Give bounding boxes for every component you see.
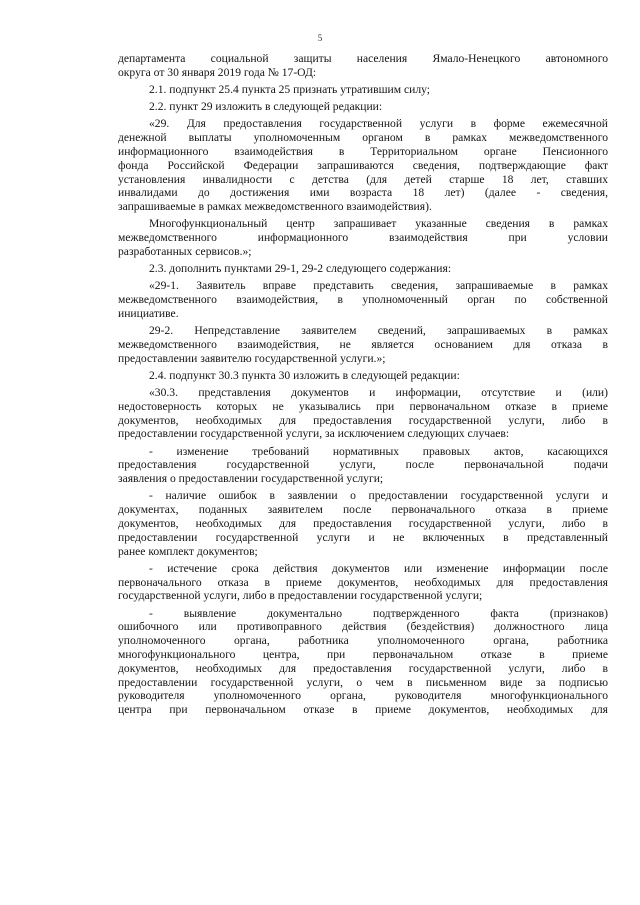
text-line: информационного взаимодействия в Территориальном органе Пенсионного — [118, 144, 608, 158]
paragraph — [118, 117, 608, 214]
text-line: инициативе. — [118, 306, 179, 320]
text-line: документах, поданных заявителем после первоначального отказа в приеме — [118, 503, 608, 517]
text-line: округа от 30 января 2019 года № 17-ОД: — [118, 65, 317, 79]
text-line: инвалидами до достижения ими возраста 18 лет) (далее - сведения, — [118, 186, 608, 200]
text-line: Многофункциональный центр запрашивает указанные сведения в рамках — [149, 217, 608, 231]
text-line: межведомственного взаимодействия, не является основанием для отказа в — [118, 337, 608, 351]
text-line: - выявление документально подтвержденного факта (признаков) — [149, 606, 608, 620]
paragraph — [118, 100, 608, 114]
text-line: первоначального отказа в приеме документов, необходимых для предоставления — [118, 575, 608, 589]
text-line: межведомственного взаимодействия, в уполномоченный орган по собственной — [118, 293, 608, 307]
paragraph — [118, 83, 608, 97]
text-line: 2.1. подпункт 25.4 пункта 25 признать утратившим силу; — [149, 82, 430, 96]
text-line: ранее комплект документов; — [118, 544, 258, 558]
text-line: государственной услуги, либо в предоставлении государственной услуги; — [118, 589, 483, 603]
text-line: заявления о предоставлении государственной услуги; — [118, 472, 384, 486]
text-line: департамента социальной защиты населения Ямало-Ненецкого автономного — [118, 52, 608, 65]
paragraph — [118, 324, 608, 365]
text-line: 2.3. дополнить пунктами 29-1, 29-2 следующего содержания: — [149, 262, 452, 276]
text-line: «29-1. Заявитель вправе представить сведения, запрашиваемые в рамках — [149, 279, 608, 293]
text-line: предоставлении государственной услуги и не включенных в представленный — [118, 530, 608, 544]
text-line: - наличие ошибок в заявлении о предоставлении государственной услуги и — [149, 489, 608, 503]
text-line: 2.2. пункт 29 изложить в следующей редакции: — [149, 100, 383, 114]
paragraph — [118, 217, 608, 258]
text-line: межведомственного информационного взаимодействия при условии — [118, 231, 608, 245]
text-line: запрашиваемые в рамках межведомственного взаимодействия). — [118, 200, 432, 214]
text-line: недостоверность которых не указывались при первоначальном отказе в приеме — [118, 399, 608, 413]
text-line: уполномоченного органа, работника уполномоченного органа, работника — [118, 634, 608, 648]
paragraph — [118, 607, 608, 717]
text-line: документов, необходимых для предоставления государственной услуги, либо в — [118, 517, 608, 530]
text-line: предоставлении государственной услуги, за исключением следующих случаев: — [118, 427, 510, 441]
text-line: «29. Для предоставления государственной услуги в форме ежемесячной — [149, 117, 608, 131]
text-line: 29-2. Непредставление заявителем сведений, запрашиваемых в рамках — [149, 324, 608, 338]
paragraph — [118, 489, 608, 558]
paragraph — [118, 445, 608, 486]
text-line: - истечение срока действия документов или изменение информации после — [149, 561, 608, 575]
text-line: денежной выплаты уполномоченным органом в рамках межведомственного — [118, 131, 608, 145]
paragraph — [118, 262, 608, 276]
text-line: многофункционального центра, при первоначальном отказе в приеме — [118, 647, 608, 661]
page-number: 5 — [317, 33, 323, 43]
paragraph — [118, 562, 608, 603]
text-line: предоставлении заявителю государственной услуги.»; — [118, 351, 386, 365]
text-line: предоставлении государственной услуги, о чем в письменном виде за подписью — [118, 675, 608, 689]
text-line: предоставления государственной услуги, после первоначальной подачи — [118, 458, 608, 472]
text-line: установления инвалидности с детства (для детей старше 18 лет, ставших — [118, 172, 608, 186]
text-line: 2.4. подпункт 30.3 пункта 30 изложить в следующей редакции: — [149, 368, 460, 382]
text-line: центра при первоначальном отказе в приеме документов, необходимых для — [118, 703, 608, 717]
text-line: - изменение требований нормативных правовых актов, касающихся — [149, 444, 608, 458]
text-line: документов, необходимых для предоставления государственной услуги, либо в — [118, 413, 608, 427]
text-line: руководителя уполномоченного органа, руководителя многофункционального — [118, 689, 608, 703]
paragraph — [118, 52, 608, 80]
text-line: разработанных сервисов.»; — [118, 244, 252, 258]
text-line: документов, необходимых для предоставления государственной услуги, либо в — [118, 661, 608, 675]
paragraph — [118, 386, 608, 441]
text-line: ошибочного или противоправного действия (бездействия) должностного лица — [118, 620, 608, 634]
text-line: фонда Российской Федерации запрашиваются сведения, подтверждающие факт — [118, 158, 608, 172]
document-body — [118, 52, 608, 720]
paragraph — [118, 279, 608, 320]
paragraph — [118, 369, 608, 383]
text-line: «30.3. представления документов и информации, отсутствие и (или) — [149, 386, 608, 400]
